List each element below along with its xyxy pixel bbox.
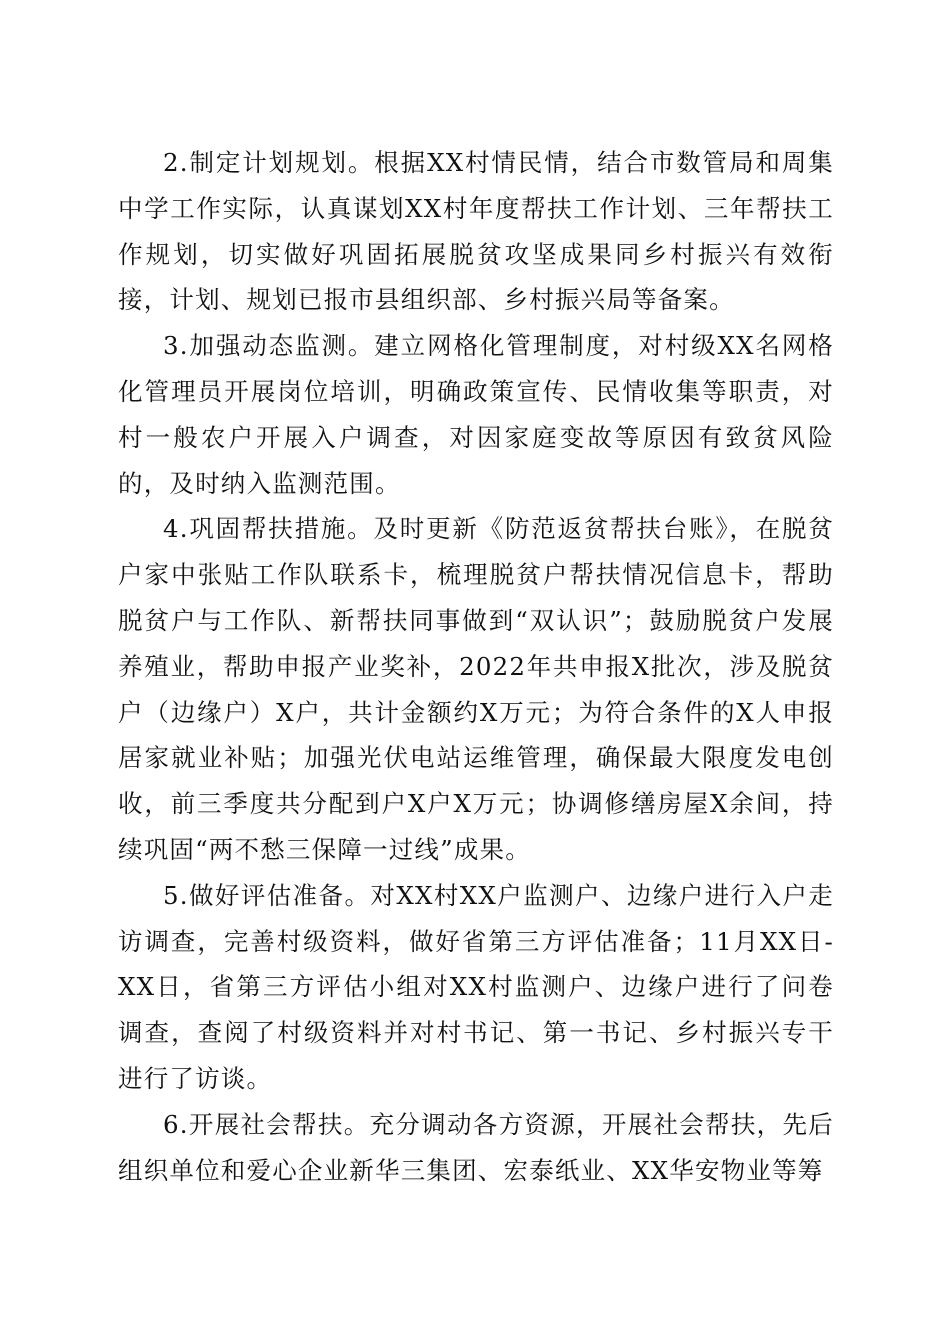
paragraph-evaluation: 5.做好评估准备。对XX村XX户监测户、边缘户进行入户走访调查，完善村级资料，做好省第三方评估准备；11月XX日-XX日，省第三方评估小组对XX村监测户、边缘户进行了问卷调查，查阅了村级资料并对村书记、第一书记、乡村振兴专干进行了访谈。 — [118, 880, 834, 1093]
paragraph-assistance-measures: 4.巩固帮扶措施。及时更新《防范返贫帮扶台账》，在脱贫户家中张贴工作队联系卡，梳理脱贫户帮扶情况信息卡，帮助脱贫户与工作队、新帮扶同事做到“双认识”；鼓励脱贫户发展养殖业，帮助申报产业奖补，2022年共申报X批次，涉及脱贫户（边缘户）X户，共计金额约X万元；为符合条件的X人申报居家就业补贴；加强光伏电站运维管理，确保最大限度发电创收，前三季度共分配到户X户X万元；协调修缮房屋X余间，持续巩固“两不愁三保障一过线”成果。 — [118, 514, 834, 864]
paragraph-social-assistance: 6.开展社会帮扶。充分调动各方资源，开展社会帮扶，先后组织单位和爱心企业新华三集团、宏泰纸业、XX华安物业等筹 — [118, 1109, 834, 1185]
paragraph-monitoring: 3.加强动态监测。建立网格化管理制度，对村级XX名网格化管理员开展岗位培训，明确政策宣传、民情收集等职责，对村一般农户开展入户调查，对因家庭变故等原因有致贫风险的，及时纳入监测范围。 — [118, 331, 834, 498]
paragraph-plan: 2.制定计划规划。根据XX村情民情，结合市数管局和周集中学工作实际，认真谋划XX村年度帮扶工作计划、三年帮扶工作规划，切实做好巩固拓展脱贫攻坚成果同乡村振兴有效衔接，计划、规划已报市县组织部、乡村振兴局等备案。 — [118, 148, 834, 315]
document-page — [118, 140, 834, 1193]
